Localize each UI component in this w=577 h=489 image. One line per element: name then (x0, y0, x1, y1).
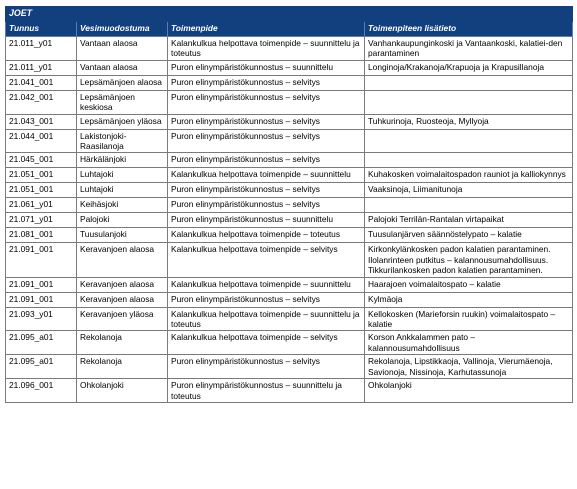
cell-tunnus: 21.041_001 (6, 75, 77, 90)
cell-tunnus: 21.011_y01 (6, 60, 77, 75)
cell-toimenpide: Puron elinympäristökunnostus – selvitys (168, 75, 365, 90)
cell-toimenpide: Kalankulkua helpottava toimenpide – suunnittelu ja toteutus (168, 37, 365, 61)
cell-tunnus: 21.011_y01 (6, 37, 77, 61)
cell-lisatieto: Kylmäoja (365, 292, 573, 307)
cell-tunnus: 21.091_001 (6, 243, 77, 277)
cell-toimenpide: Puron elinympäristökunnostus – selvitys (168, 292, 365, 307)
cell-vesimuodostuma: Keihäsjoki (77, 198, 168, 213)
table-row (6, 379, 573, 403)
cell-toimenpide: Kalankulkua helpottava toimenpide – selvitys (168, 331, 365, 355)
cell-vesimuodostuma: Vantaan alaosa (77, 60, 168, 75)
cell-vesimuodostuma: Härkälänjoki (77, 153, 168, 168)
cell-vesimuodostuma: Keravanjoen alaosa (77, 243, 168, 277)
cell-vesimuodostuma: Lepsämänjoen keskiosa (77, 90, 168, 114)
measures-table (5, 6, 573, 403)
cell-lisatieto: Tuhkurinoja, Ruosteoja, Myllyoja (365, 114, 573, 129)
cell-vesimuodostuma: Luhtajoki (77, 183, 168, 198)
table-row (6, 307, 573, 331)
cell-tunnus: 21.043_001 (6, 114, 77, 129)
table-row (6, 60, 573, 75)
cell-tunnus: 21.051_001 (6, 183, 77, 198)
cell-toimenpide: Kalankulkua helpottava toimenpide – selvitys (168, 243, 365, 277)
column-header-toimenpide: Toimenpide (168, 22, 365, 37)
cell-toimenpide: Kalankulkua helpottava toimenpide – suunnittelu (168, 168, 365, 183)
cell-lisatieto (365, 129, 573, 153)
cell-vesimuodostuma: Tuusulanjoki (77, 228, 168, 243)
column-header-vesimuodostuma: Vesimuodostuma (77, 22, 168, 37)
cell-lisatieto (365, 90, 573, 114)
cell-lisatieto: Kuhakosken voimalaitospadon rauniot ja kalliokynnys (365, 168, 573, 183)
table-row (6, 114, 573, 129)
cell-tunnus: 21.093_y01 (6, 307, 77, 331)
column-header-tunnus: Tunnus (6, 22, 77, 37)
cell-tunnus: 21.091_001 (6, 277, 77, 292)
cell-lisatieto: Vaaksinoja, Liimanitunoja (365, 183, 573, 198)
cell-toimenpide: Puron elinympäristökunnostus – selvitys (168, 183, 365, 198)
cell-vesimuodostuma: Keravanjoen yläosa (77, 307, 168, 331)
cell-tunnus: 21.095_a01 (6, 355, 77, 379)
cell-toimenpide: Puron elinympäristökunnostus – selvitys (168, 90, 365, 114)
cell-vesimuodostuma: Vantaan alaosa (77, 37, 168, 61)
cell-lisatieto: Vanhankaupunginkoski ja Vantaankoski, kalatiei-den parantaminen (365, 37, 573, 61)
table-row (6, 183, 573, 198)
cell-lisatieto: Kirkonkylänkosken padon kalatien parantaminen. Ilolanrinteen putkitus – kalannousumahdollisuus. Tikkurilankosken padon kalatien parantaminen. (365, 243, 573, 277)
table-row (6, 168, 573, 183)
cell-lisatieto: Longinoja/Krakanoja/Krapuoja ja Krapusillanoja (365, 60, 573, 75)
cell-tunnus: 21.095_a01 (6, 331, 77, 355)
table-row (6, 75, 573, 90)
cell-toimenpide: Puron elinympäristökunnostus – suunnittelu ja toteutus (168, 379, 365, 403)
cell-tunnus: 21.044_001 (6, 129, 77, 153)
cell-vesimuodostuma: Rekolanoja (77, 331, 168, 355)
cell-vesimuodostuma: Luhtajoki (77, 168, 168, 183)
cell-toimenpide: Puron elinympäristökunnostus – suunnittelu (168, 213, 365, 228)
cell-toimenpide: Puron elinympäristökunnostus – selvitys (168, 153, 365, 168)
cell-vesimuodostuma: Lepsämänjoen yläosa (77, 114, 168, 129)
table-row (6, 277, 573, 292)
cell-toimenpide: Puron elinympäristökunnostus – selvitys (168, 355, 365, 379)
cell-vesimuodostuma: Keravanjoen alaosa (77, 277, 168, 292)
table-row (6, 153, 573, 168)
cell-toimenpide: Puron elinympäristökunnostus – selvitys (168, 129, 365, 153)
cell-vesimuodostuma: Palojoki (77, 213, 168, 228)
cell-vesimuodostuma: Lakistonjoki-Raasilanoja (77, 129, 168, 153)
cell-lisatieto: Kellokosken (Marieforsin ruukin) voimalaitospato – kalatie (365, 307, 573, 331)
cell-vesimuodostuma: Ohkolanjoki (77, 379, 168, 403)
cell-toimenpide: Kalankulkua helpottava toimenpide – suunnittelu (168, 277, 365, 292)
cell-lisatieto: Tuusulanjärven säännöstelypato – kalatie (365, 228, 573, 243)
group-header-row (6, 7, 573, 22)
table-row (6, 198, 573, 213)
group-title: JOET (6, 7, 573, 22)
table-row (6, 37, 573, 61)
cell-tunnus: 21.042_001 (6, 90, 77, 114)
column-header-row (6, 22, 573, 37)
cell-tunnus: 21.096_001 (6, 379, 77, 403)
cell-lisatieto: Rekolanoja, Lipstikkaoja, Vallinoja, Vierumäenoja, Savionoja, Nissinoja, Karhutassunoja (365, 355, 573, 379)
table-row (6, 90, 573, 114)
table-row (6, 228, 573, 243)
cell-lisatieto (365, 198, 573, 213)
cell-lisatieto (365, 153, 573, 168)
cell-tunnus: 21.061_y01 (6, 198, 77, 213)
column-header-lisatieto: Toimenpiteen lisätieto (365, 22, 573, 37)
cell-tunnus: 21.081_001 (6, 228, 77, 243)
cell-vesimuodostuma: Lepsämänjoen alaosa (77, 75, 168, 90)
cell-lisatieto: Haarajoen voimalaitospato – kalatie (365, 277, 573, 292)
table-body (6, 37, 573, 403)
cell-toimenpide: Kalankulkua helpottava toimenpide – suunnittelu ja toteutus (168, 307, 365, 331)
table-row (6, 292, 573, 307)
document-table-container (5, 6, 572, 403)
cell-toimenpide: Puron elinympäristökunnostus – selvitys (168, 114, 365, 129)
cell-lisatieto: Korson Ankkalammen pato – kalannousumahdollisuus (365, 331, 573, 355)
cell-tunnus: 21.045_001 (6, 153, 77, 168)
cell-toimenpide: Kalankulkua helpottava toimenpide – toteutus (168, 228, 365, 243)
cell-lisatieto (365, 75, 573, 90)
cell-toimenpide: Puron elinympäristökunnostus – selvitys (168, 198, 365, 213)
cell-lisatieto: Palojoki Terrilän-Rantalan virtapaikat (365, 213, 573, 228)
cell-vesimuodostuma: Keravanjoen alaosa (77, 292, 168, 307)
table-row (6, 213, 573, 228)
table-row (6, 355, 573, 379)
cell-lisatieto: Ohkolanjoki (365, 379, 573, 403)
cell-tunnus: 21.071_y01 (6, 213, 77, 228)
table-row (6, 129, 573, 153)
cell-vesimuodostuma: Rekolanoja (77, 355, 168, 379)
table-row (6, 331, 573, 355)
table-row (6, 243, 573, 277)
cell-tunnus: 21.091_001 (6, 292, 77, 307)
cell-tunnus: 21.051_001 (6, 168, 77, 183)
cell-toimenpide: Puron elinympäristökunnostus – suunnittelu (168, 60, 365, 75)
